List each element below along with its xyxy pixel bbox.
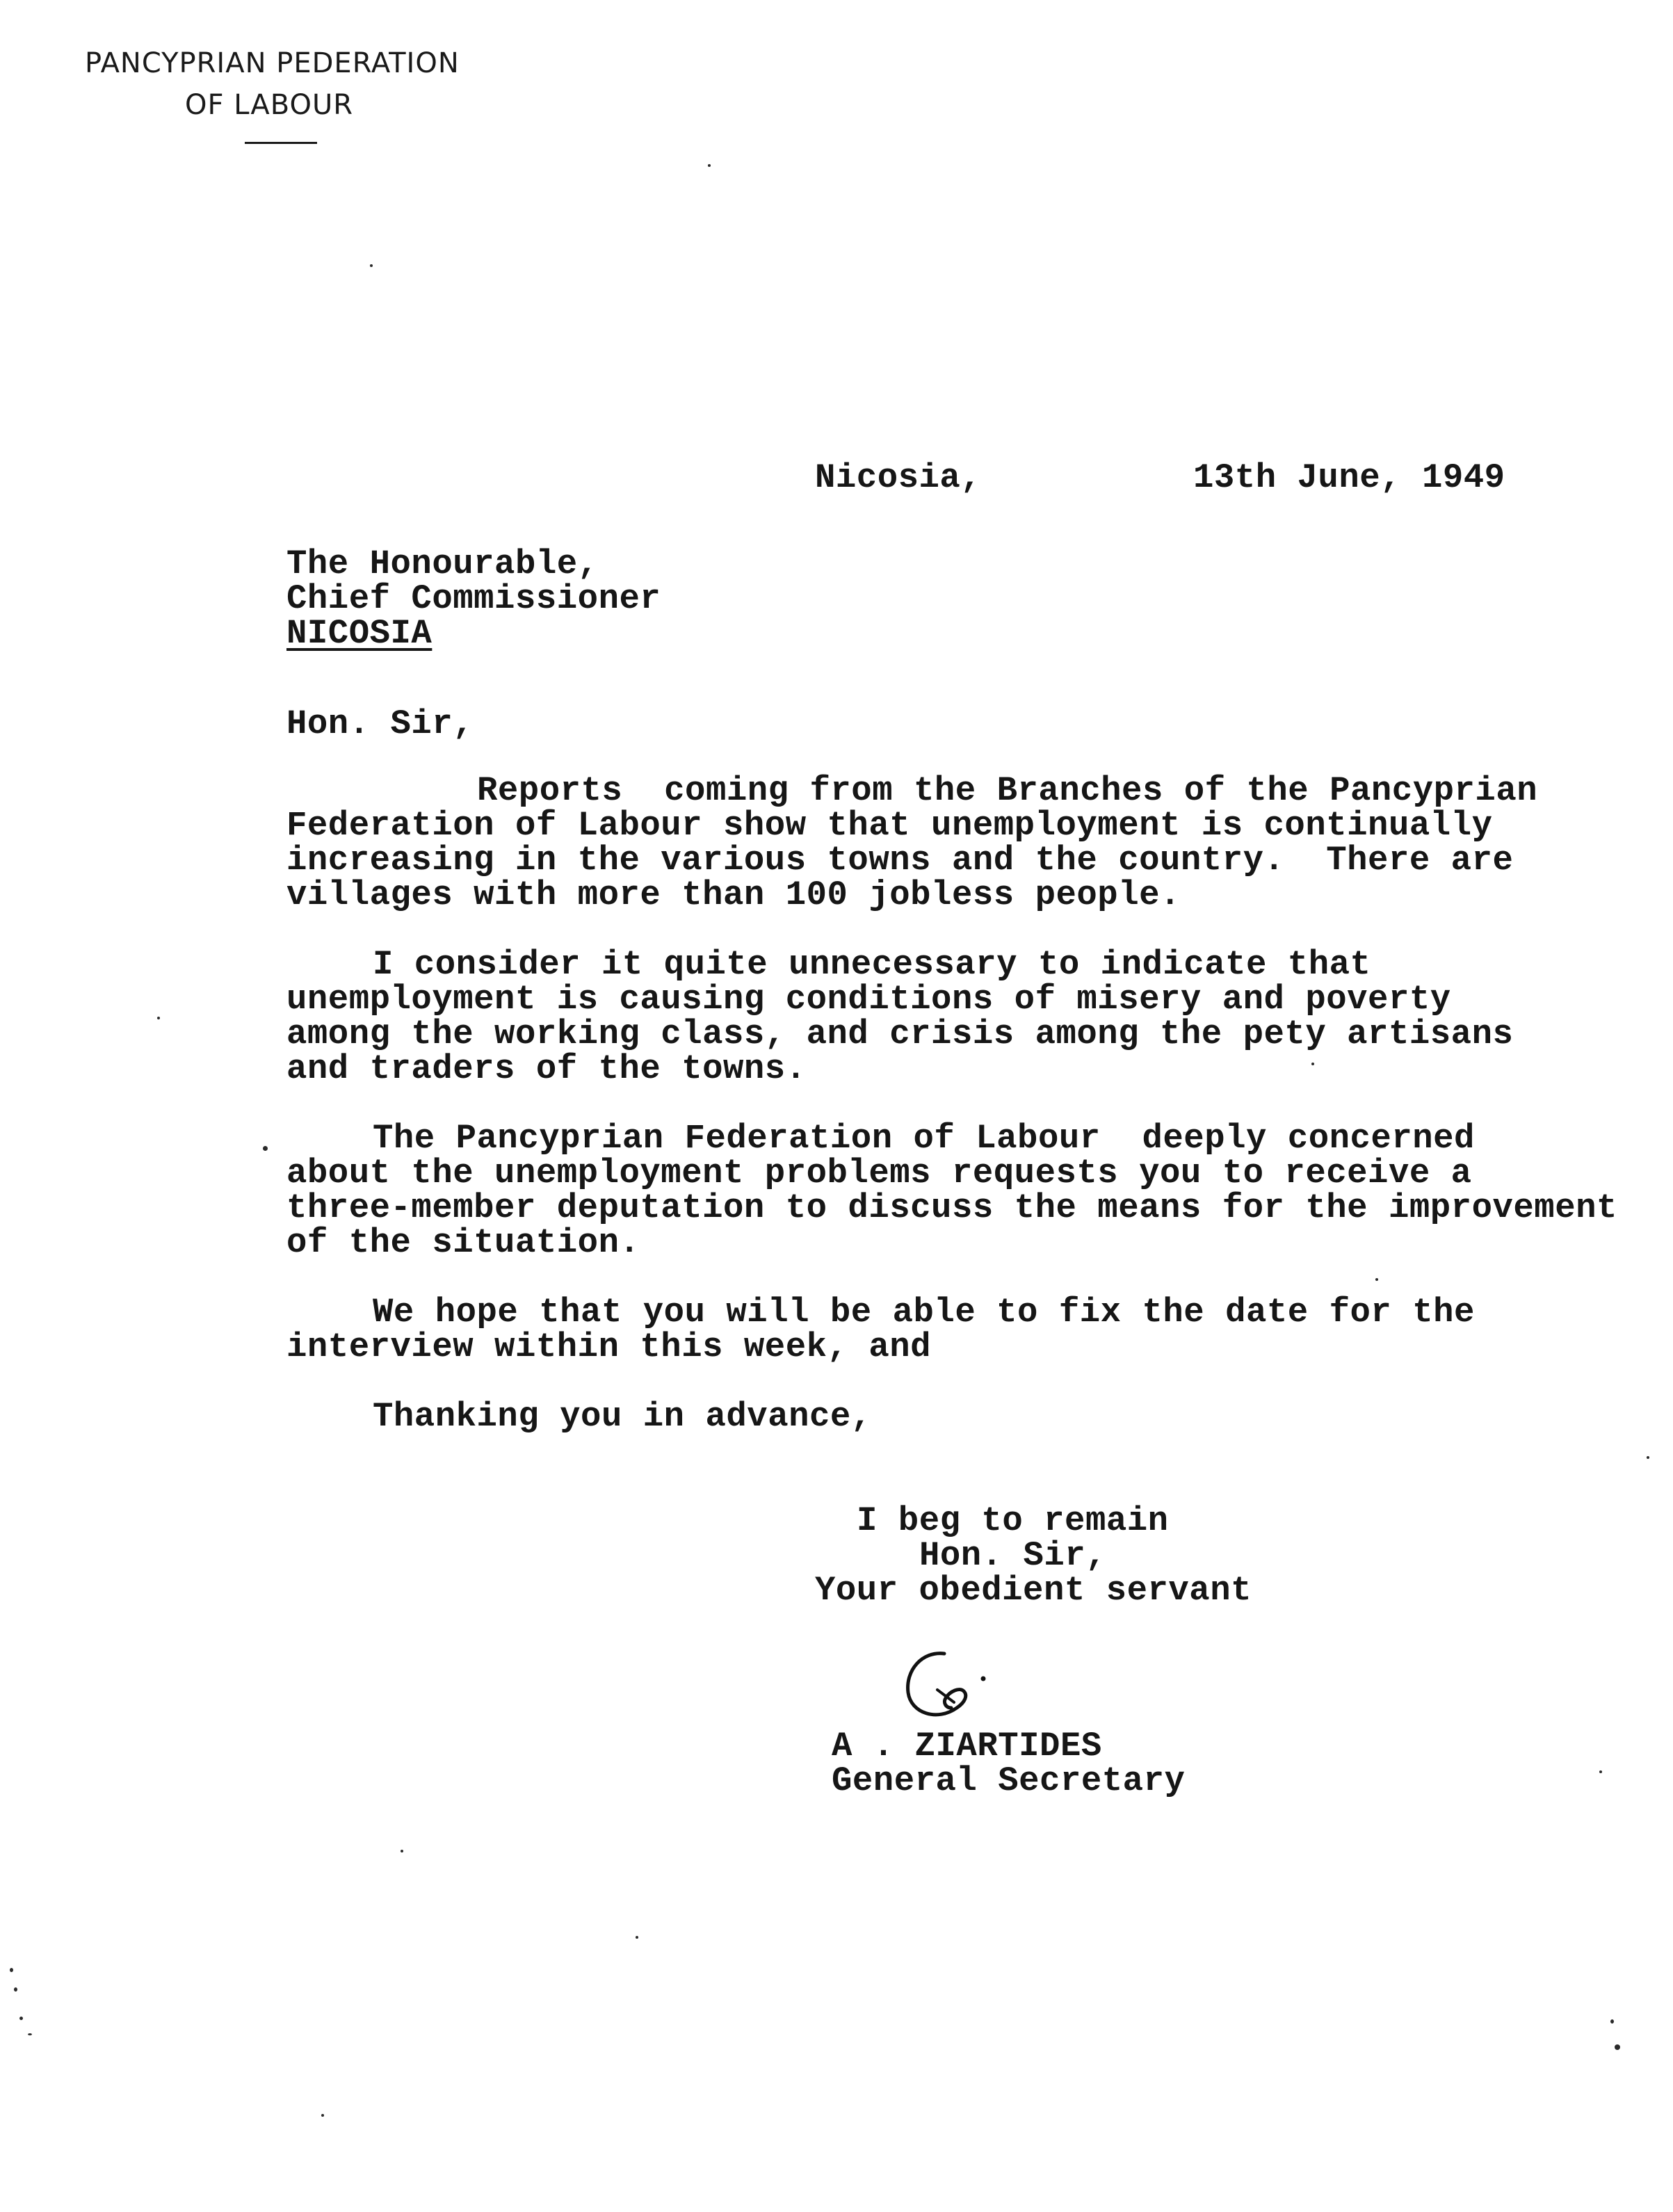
addressee-line-2: Chief Commissioner (286, 579, 661, 618)
scan-speck (19, 2017, 23, 2020)
paragraph-1-line-2: Federation of Labour show that unemployment is continually (286, 806, 1493, 845)
paragraph-4-line-2: interview within this week, and (286, 1327, 932, 1366)
addressee-line-3: NICOSIA (286, 614, 433, 653)
signatory-title: General Secretary (832, 1761, 1186, 1800)
handwritten-signature (901, 1649, 999, 1726)
paragraph-3-line-1: The Pancyprian Federation of Labour deeply concerned (373, 1119, 1475, 1158)
scan-speck (636, 1936, 638, 1939)
scan-speck (1599, 1770, 1602, 1773)
scan-speck (1647, 1456, 1649, 1459)
closing-line-2: Hon. Sir, (919, 1536, 1107, 1575)
salutation: Hon. Sir, (286, 704, 474, 743)
scan-speck (263, 1146, 268, 1151)
scan-speck (157, 1017, 160, 1019)
paragraph-1-line-4: villages with more than 100 jobless people. (286, 875, 1181, 914)
scan-speck (1311, 1063, 1314, 1065)
paragraph-4-line-1: We hope that you will be able to fix the date for the (373, 1293, 1475, 1332)
scan-speck (28, 2033, 32, 2035)
scan-speck (1375, 1278, 1378, 1281)
scan-speck (370, 264, 373, 267)
signatory-name: A . ZIARTIDES (832, 1727, 1102, 1766)
scan-speck (401, 1850, 403, 1852)
thanks-line: Thanking you in advance, (373, 1397, 872, 1436)
paragraph-2-line-1: I consider it quite unnecessary to indicate that (373, 945, 1371, 984)
letterhead-line-1: PANCYPRIAN PEDERATION (85, 47, 460, 79)
scan-speck (1610, 2019, 1614, 2024)
addressee-line-1: The Honourable, (286, 544, 599, 583)
letterhead-line-2: OF LABOUR (185, 89, 354, 121)
paragraph-2-line-3: among the working class, and crisis among the pety artisans (286, 1015, 1514, 1053)
scan-speck (14, 1987, 17, 1992)
letter-date: 13th June, 1949 (1193, 458, 1505, 497)
paragraph-1-line-1: Reports coming from the Branches of the Pancyprian (477, 771, 1538, 810)
paragraph-2-line-4: and traders of the towns. (286, 1049, 807, 1088)
scan-speck (10, 1968, 13, 1972)
scan-speck (708, 164, 711, 167)
closing-line-1: I beg to remain (857, 1501, 1169, 1540)
paragraph-1-line-3: increasing in the various towns and the country. There are (286, 841, 1514, 880)
paragraph-2-line-2: unemployment is causing conditions of misery and poverty (286, 980, 1451, 1019)
place-of-writing: Nicosia, (815, 458, 982, 497)
scan-speck (1615, 2044, 1620, 2050)
paragraph-3-line-4: of the situation. (286, 1223, 640, 1262)
letterhead-rule (245, 142, 317, 144)
closing-line-3: Your obedient servant (815, 1571, 1252, 1610)
paragraph-3-line-3: three-member deputation to discuss the means for the improvement (286, 1188, 1617, 1227)
paragraph-3-line-2: about the unemployment problems requests you to receive a (286, 1154, 1472, 1193)
scan-speck (321, 2114, 324, 2117)
